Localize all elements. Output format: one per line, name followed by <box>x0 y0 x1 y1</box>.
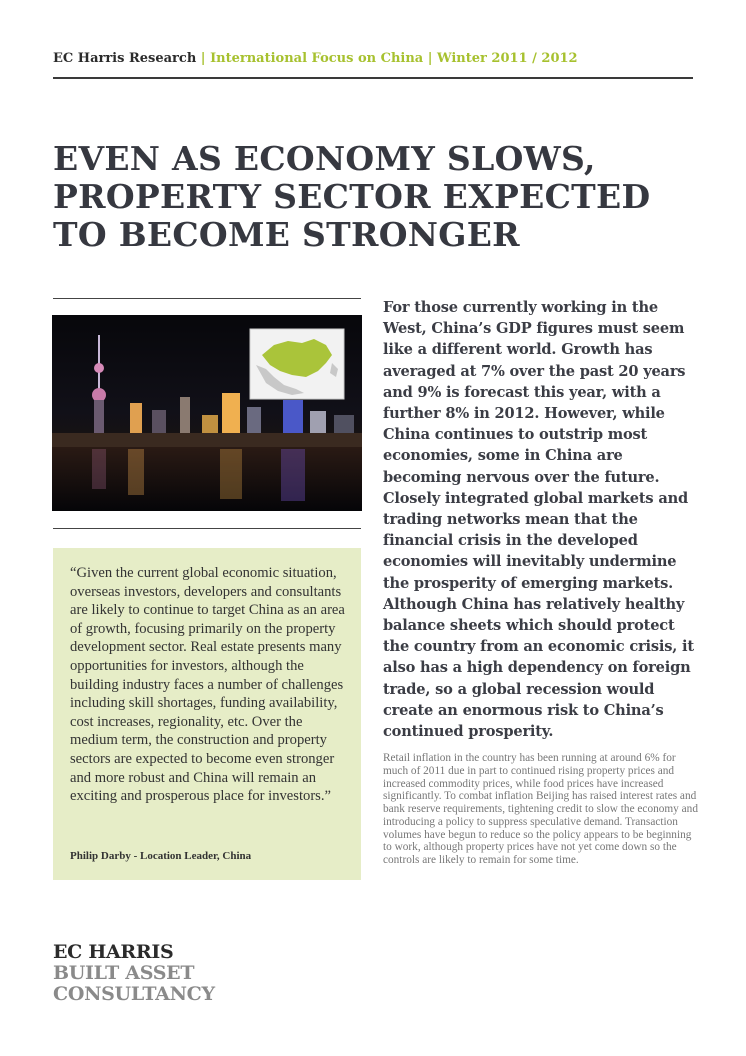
logo-line-tagline-2: CONSULTANCY <box>53 983 215 1005</box>
image-top-divider <box>53 298 361 299</box>
ec-harris-logo <box>53 942 215 1005</box>
logo-line-company: EC HARRIS <box>53 941 174 963</box>
shanghai-skyline-photo <box>52 315 362 511</box>
image-bottom-divider <box>53 528 361 529</box>
logo-line-tagline-1: BUILT ASSET <box>53 962 195 984</box>
article-headline: EVEN AS ECONOMY SLOWS, PROPERTY SECTOR EXPECTED TO BECOME STRONGER <box>53 139 651 254</box>
pull-quote-author: Philip Darby - Location Leader, China <box>70 850 252 862</box>
body-paragraph: Retail inflation in the country has been running at around 6% for much of 2011 due in part to continued rising property prices and increased commodity prices, while food prices have increased significantly. To combat inflation Beijing has raised interest rates and bank reserve requirements, tightening credit to slow the economy and introducing a policy to suppress speculative demand. Transaction volumes have begun to reduce so the policy appears to be beginning to work, although property prices have not yet come down so the controls are likely to remain for some time. <box>383 752 698 866</box>
lead-paragraph: For those currently working in the West, China’s GDP figures must seem like a different world. Growth has averaged at 7% over the past 20 years and 9% is forecast this year, with a further 8% in 2012. However, while China continues to outstrip most economies, some in China are becoming nervous over the future. Closely integrated global markets and trading networks mean that the financial crisis in the developed economies will inevitably undermine the prosperity of emerging markets. Although China has relatively healthy balance sheets which should protect the country from an economic crisis, it also has a high dependency on foreign trade, so a global recession would create an enormous risk to China’s continued prosperity. <box>383 299 694 741</box>
header-issue: Winter 2011 / 2012 <box>437 51 578 66</box>
header-separator: | <box>423 51 437 66</box>
pull-quote-text: “Given the current global economic situation, overseas investors, developers and consultants are likely to continue to target China as an area of growth, focusing primarily on the property development sector. Real estate presents many opportunities for investors, although the building industry faces a number of challenges including skill shortages, funding availability, cost increases, regionality, etc. Over the medium term, the construction and property sectors are expected to become even stronger and more robust and China will remain an exciting and prosperous place for investors.” <box>70 565 345 805</box>
header-separator: | <box>196 51 211 66</box>
pull-quote-box <box>53 548 361 880</box>
header-brand: EC Harris Research <box>53 51 197 66</box>
header-divider <box>53 77 693 79</box>
header-section: International Focus on China <box>210 51 424 66</box>
running-header <box>53 51 578 66</box>
